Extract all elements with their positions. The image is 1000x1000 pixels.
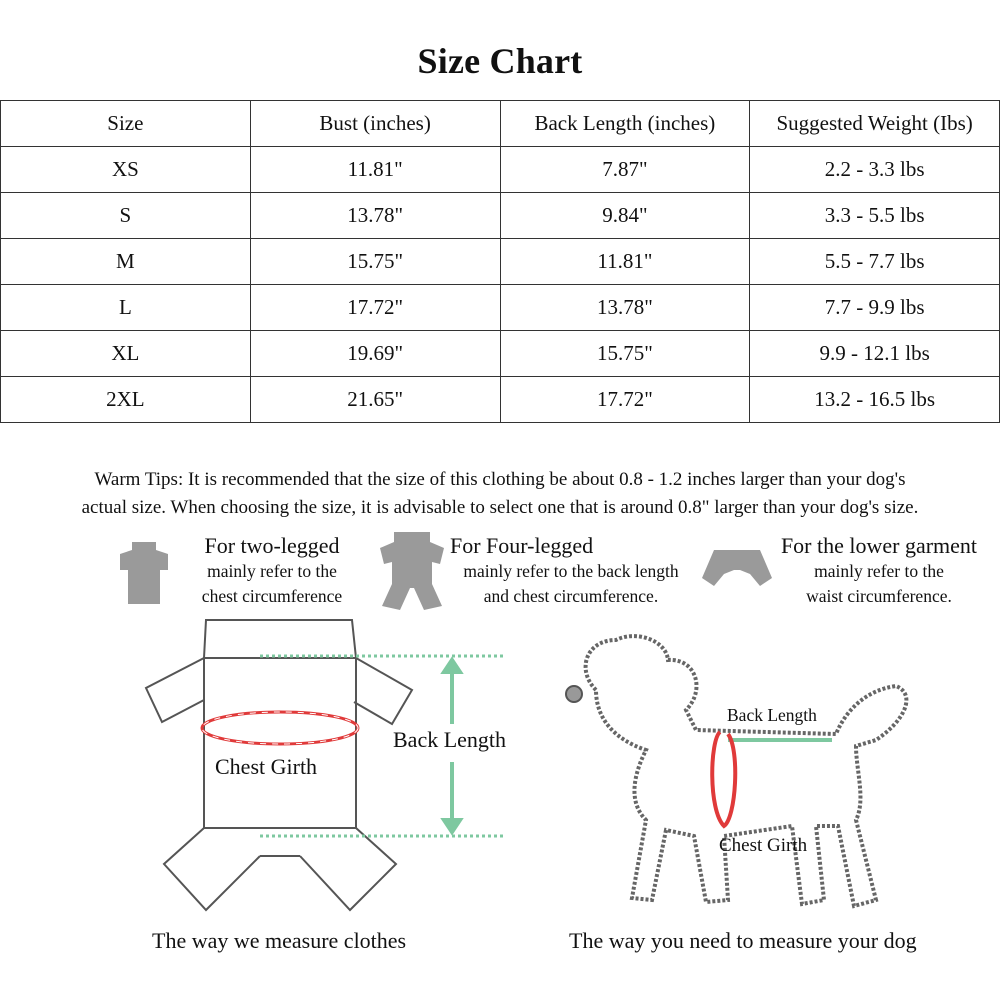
cell-weight: 9.9 - 12.1 lbs bbox=[750, 331, 1000, 377]
cell-back-length: 17.72" bbox=[500, 377, 750, 423]
header-size: Size bbox=[1, 101, 251, 147]
table-row bbox=[1, 239, 1000, 285]
dog-caption: The way you need to measure your dog bbox=[569, 928, 917, 953]
cell-weight: 7.7 - 9.9 lbs bbox=[750, 285, 1000, 331]
cell-weight: 13.2 - 16.5 lbs bbox=[750, 377, 1000, 423]
guide-title: For two-legged bbox=[204, 533, 340, 558]
table-row bbox=[1, 285, 1000, 331]
jumpsuit-icon bbox=[378, 530, 446, 612]
dog-nose bbox=[566, 686, 582, 702]
shirt-icon bbox=[118, 540, 170, 606]
table-row bbox=[1, 147, 1000, 193]
cell-back-length: 15.75" bbox=[500, 331, 750, 377]
cell-back-length: 7.87" bbox=[500, 147, 750, 193]
cell-weight: 5.5 - 7.7 lbs bbox=[750, 239, 1000, 285]
cell-size: M bbox=[1, 239, 251, 285]
table-row bbox=[1, 331, 1000, 377]
guide-lower-garment bbox=[762, 533, 996, 609]
clothes-caption: The way we measure clothes bbox=[152, 928, 407, 953]
guide-two-legged bbox=[180, 533, 364, 609]
dog-diagram bbox=[556, 630, 916, 920]
warm-tips bbox=[0, 466, 1000, 522]
cell-size: 2XL bbox=[1, 377, 251, 423]
table-row bbox=[1, 377, 1000, 423]
cell-back-length: 13.78" bbox=[500, 285, 750, 331]
table-header-row bbox=[1, 101, 1000, 147]
guide-desc: and chest circumference. bbox=[483, 586, 659, 606]
warm-tips-line-2: actual size. When choosing the size, it is advisable to select one that is around 0.8" larger than your dog's size. bbox=[81, 497, 919, 518]
guide-title: For the lower garment bbox=[780, 533, 978, 558]
cell-weight: 2.2 - 3.3 lbs bbox=[750, 147, 1000, 193]
dog-outline bbox=[586, 636, 907, 906]
dog-back-label: Back Length bbox=[727, 705, 817, 725]
cell-bust: 11.81" bbox=[250, 147, 500, 193]
clothes-chest-label: Chest Girth bbox=[215, 754, 318, 779]
guide-desc: chest circumference bbox=[201, 586, 343, 606]
clothes-back-label: Back Length bbox=[393, 727, 507, 752]
cell-bust: 21.65" bbox=[250, 377, 500, 423]
cell-bust: 17.72" bbox=[250, 285, 500, 331]
cell-size: XS bbox=[1, 147, 251, 193]
guide-desc: mainly refer to the bbox=[814, 561, 944, 581]
clothes-diagram bbox=[140, 612, 530, 922]
page-title: Size Chart bbox=[417, 41, 583, 81]
table-row bbox=[1, 193, 1000, 239]
cell-weight: 3.3 - 5.5 lbs bbox=[750, 193, 1000, 239]
guide-four-legged bbox=[440, 533, 702, 609]
cell-bust: 19.69" bbox=[250, 331, 500, 377]
cell-back-length: 11.81" bbox=[500, 239, 750, 285]
dog-chest-label: Chest Girth bbox=[719, 835, 808, 856]
guide-desc: waist circumference. bbox=[806, 586, 952, 606]
warm-tips-line-1: Warm Tips: It is recommended that the size of this clothing be about 0.8 - 1.2 inches larger than your dog's bbox=[94, 469, 906, 490]
guide-desc: mainly refer to the bbox=[207, 561, 337, 581]
size-table bbox=[0, 100, 1000, 423]
cell-size: S bbox=[1, 193, 251, 239]
guide-title: For Four-legged bbox=[450, 533, 594, 558]
header-bust: Bust (inches) bbox=[250, 101, 500, 147]
cell-bust: 13.78" bbox=[250, 193, 500, 239]
cell-size: XL bbox=[1, 331, 251, 377]
dog-chest-ring bbox=[712, 732, 735, 826]
header-back-length: Back Length (inches) bbox=[500, 101, 750, 147]
cell-bust: 15.75" bbox=[250, 239, 500, 285]
header-weight: Suggested Weight (Ibs) bbox=[750, 101, 1000, 147]
guide-desc: mainly refer to the back length bbox=[463, 561, 679, 581]
cell-size: L bbox=[1, 285, 251, 331]
cell-back-length: 9.84" bbox=[500, 193, 750, 239]
